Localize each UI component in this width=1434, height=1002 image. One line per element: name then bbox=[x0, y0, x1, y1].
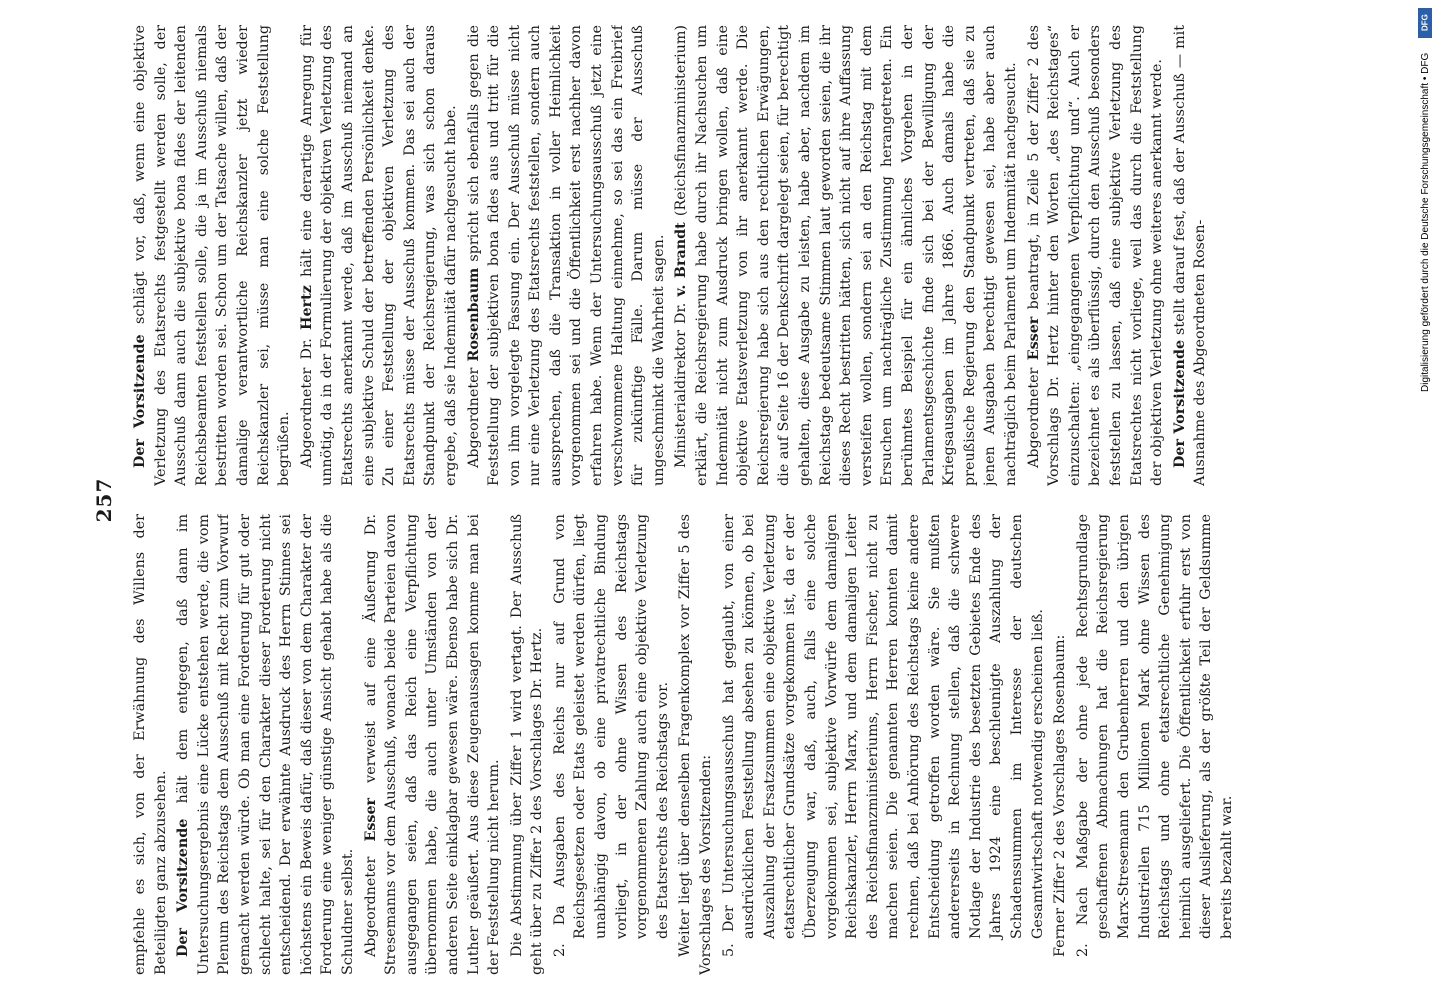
speaker-name: Hertz bbox=[298, 285, 315, 331]
paragraph-text: Ferner Ziffer 2 des Vorschlages Rosenbaum: bbox=[1052, 634, 1069, 957]
right-column bbox=[130, 25, 1300, 486]
credit-text: Digitalisierung gefördert durch die Deutsche Forschungsgemeinschaft • DFG bbox=[1420, 52, 1431, 392]
text-columns bbox=[130, 25, 1300, 975]
speaker-name: Rosenbaum bbox=[465, 267, 482, 362]
paragraph bbox=[297, 25, 462, 486]
paragraph bbox=[130, 514, 171, 975]
paragraph-text: 2. Nach Maßgabe der ohne jede Rechtsgrundlage geschaffenen Abmachungen hat die Reichsregierung Marx-Stresemann den Grubenherren und den übrigen Industriellen 715 Millionen Mark ohne Wissen des Reichstags und ohne etatsrechtliche Genehmigung heimlich ausgeliefert. Die Öffentlichkeit erfuhr erst von dieser Auslieferung, als der größte Teil der Geldsumme bereits bezahlt war. bbox=[1074, 514, 1235, 957]
paragraph bbox=[507, 514, 548, 975]
paragraph bbox=[1170, 25, 1211, 486]
speaker-name: Der Vorsitzende bbox=[175, 818, 192, 957]
paragraph-text: (Reichsfinanzministerium) erklärt, die Reichsregierung habe durch ihr Nachsuchen um Indemnität nicht zum Ausdruck bringen wollen, daß eine objektive Etatsverletzung von ihr anerkannt werde. Die Reichsregierung habe sich aus den rechtlichen Erwägungen, die auf Seite 16 der Denkschrift dargelegt seien, für berechtigt gehalten, diese Ausgabe zu leisten, habe aber, nachdem im Reichstage bedeutsame Stimmen laut geworden seien, die ihr dieses Recht bestritten hätten, sich nicht auf ihre Auffassung versteifen wollen, sondern sei an den Reichstag mit dem Ersuchen um nachträgliche Zustimmung herangetreten. Ein berühmtes Beispiel für ein ähnliches Vorgehen in der Parlamentsgeschichte finde sich bei der Bewilligung der Kriegsausgaben im Jahre 1866. Auch damals habe die preußische Regierung den Standpunkt vertreten, daß sie zu jenen Ausgaben berechtigt gewesen sei, habe aber auch nachträglich beim Parlament um Indemnität nachgesucht. bbox=[673, 25, 1019, 486]
page-number: 257 bbox=[92, 477, 116, 523]
speaker-title: Abgeordneter bbox=[362, 856, 379, 957]
paragraph bbox=[464, 25, 670, 486]
speaker-title: Abgeordneter bbox=[1025, 367, 1042, 468]
speaker-name: Der Vorsitzende bbox=[1171, 339, 1188, 468]
paragraph-text: hält eine derartige Anregung für unnötig, da in der Formulierung der objektiven Verletzung des Etatsrechts anerkannt werde, daß im Ausschuß niemand an eine subjektive Schuld der betreffenden Persönlichkeit denke. Zu einer Feststellung der objektiven Verletzung des Etatsrechts müsse der Ausschuß kommen. Das sei auch der Standpunkt der Reichsregierung, was sich schon daraus ergebe, daß sie Indemnität dafür nachgesucht habe. bbox=[298, 25, 459, 486]
paragraph bbox=[675, 514, 716, 975]
speaker-name: Esser bbox=[1025, 316, 1042, 361]
speaker-title: Abgeordneter Dr. bbox=[298, 338, 315, 468]
speaker-name: v. Brandt bbox=[673, 222, 690, 297]
paragraph-text: 5. Der Untersuchungsausschuß hat geglaubt, von einer ausdrücklichen Feststellung absehen zu können, ob bei Auszahlung der Ersatzsummen eine objektive Verletzung etatsrechtlicher Grundsätze vorgekommen ist, da er der Überzeugung war, daß, auch, falls eine solche vorgekommen sei, subjektive Vorwürfe dem damaligen Reichskanzler, Herrn Marx, und dem damaligen Leiter des Reichsfinanzministeriums, Herrn Fischer, nicht zu machen seien. Die genannten Herren konnten damit rechnen, daß bei Anhörung des Reichstags keine andere Entscheidung getroffen worden wäre. Sie mußten andererseits in Rechnung stellen, daß die schwere Notlage der Industrie des besetzten Gebietes Ende des Jahres 1924 eine beschleunigte Auszahlung der Schadenssummen im Interesse der deutschen Gesamtwirtschaft notwendig erscheinen ließ. bbox=[720, 514, 1046, 957]
paragraph bbox=[1024, 25, 1168, 486]
left-column bbox=[130, 514, 1300, 975]
speaker-title: Ministerialdirektor Dr. bbox=[673, 302, 690, 468]
paragraph-text: empfehle es sich, von der Erwähnung des Willens der Beteiligten ganz abzusehen. bbox=[132, 514, 169, 975]
paragraph-text: schlägt vor, daß, wenn eine objektive Verletzung des Etatsrechts festgestellt werden solle, der Ausschuß dann auch die subjektive bona fides der leitenden Reichsbeamten feststellen solle, die ja im Ausschuß niemals bestritten worden sei. Schon um der Tatsache willen, daß der damalige verantwortliche Reichskanzler jetzt wieder Reichskanzler sei, müsse man eine solche Feststellung begrüßen. bbox=[132, 25, 293, 486]
paragraph bbox=[173, 514, 358, 975]
paragraph-text: Weiter liegt über denselben Fragenkomplex vor Ziffer 5 des Vorschlages des Vorsitzenden: bbox=[677, 514, 715, 975]
paragraph-text: verweist auf eine Äußerung Dr. Stresemanns vor dem Ausschuß, wonach beide Parteien davon ausgegangen seien, daß das Reich eine Verpflichtung übernommen habe, die auch unter Umständen von der anderen Seite einklagbar gewesen wäre. Ebenso habe sich Dr. Luther geäußert. Aus diese Zeugenaussagen komme man bei der Feststellung nicht herum. bbox=[362, 514, 503, 975]
paragraph-text: spricht sich ebenfalls gegen die Feststellung der subjektiven bona fides aus und tritt für die von ihm vorgelegte Fassung ein. Der Ausschuß müsse nicht nur eine Verletzung des Etatsrechts feststellen, sondern auch aussprechen, daß die Transaktion in voller Heimlichkeit vorgenommen sei und die Öffentlichkeit erst nachher davon erfahren habe. Wenn der Untersuchungsausschuß jetzt eine verschwommene Haltung einnehme, so sei das ein Freibrief für zukünftige Fälle. Darum müsse der Ausschuß ungeschminkt die Wahrheit sagen. bbox=[465, 25, 667, 486]
paragraph bbox=[719, 514, 1049, 975]
speaker-name: Esser bbox=[362, 797, 379, 842]
paragraph bbox=[671, 25, 1021, 486]
paragraph bbox=[361, 514, 505, 975]
paragraph bbox=[130, 25, 295, 486]
paragraph-text: stellt darauf fest, daß der Ausschuß — mit Ausnahme des Abgeordneten Rosen- bbox=[1171, 25, 1209, 486]
dfg-logo: DFG bbox=[1418, 8, 1432, 38]
paragraph bbox=[550, 514, 674, 975]
paragraph-text: hält dem entgegen, daß dann im Untersuchungsergebnis eine Lücke entstehen werde, die vom Plenum des Reichstags dem Ausschuß mit Recht zum Vorwurf gemacht werden würde. Ob man eine Forderung für gut oder schlecht halte, sei für den Charakter dieser Forderung nicht entscheidend. Der erwähnte Ausdruck des Herrn Stinnes sei höchstens ein Beweis dafür, daß dieser von dem Charakter der Forderung eine weniger günstige Ansicht gehabt habe als die Schuldner selbst. bbox=[175, 514, 356, 975]
paragraph-text: 2. Da Ausgaben des Reichs nur auf Grund von Reichsgesetzen oder Etats geleistet werden dürfen, liegt unabhängig davon, ob eine privatrechtliche Bindung vorliegt, in der ohne Wissen des Reichstags vorgenommenen Zahlung auch eine objektive Verletzung des Etatsrechts des Reichstags vor. bbox=[551, 514, 671, 957]
speaker-title: Abgeordneter bbox=[465, 367, 482, 468]
paragraph bbox=[1073, 514, 1238, 975]
speaker-name: Der Vorsitzende bbox=[132, 334, 148, 468]
paragraph-text: beantragt, in Zeile 5 der Ziffer 2 des Vorschlags Dr. Hertz hinter den Worten „des Reichstages“ einzuschalten: „eingegangenen Verpflichtung und“. Auch er bezeichnet es als überflüssig, durch den Ausschuß besonders feststellen zu lassen, daß eine subjektive Verletzung des Etatsrechtes nicht vorliege, weil das durch die Feststellung der objektiven Verletzung ohne weiteres anerkannt werde. bbox=[1025, 25, 1166, 486]
digitization-credit bbox=[1410, 12, 1430, 1002]
rotated-document-page bbox=[92, 25, 1290, 975]
paragraph bbox=[1050, 514, 1071, 975]
paragraph-text: Die Abstimmung über Ziffer 1 wird vertagt. Der Ausschuß geht über zu Ziffer 2 des Vorschlages Dr. Hertz. bbox=[508, 514, 546, 975]
